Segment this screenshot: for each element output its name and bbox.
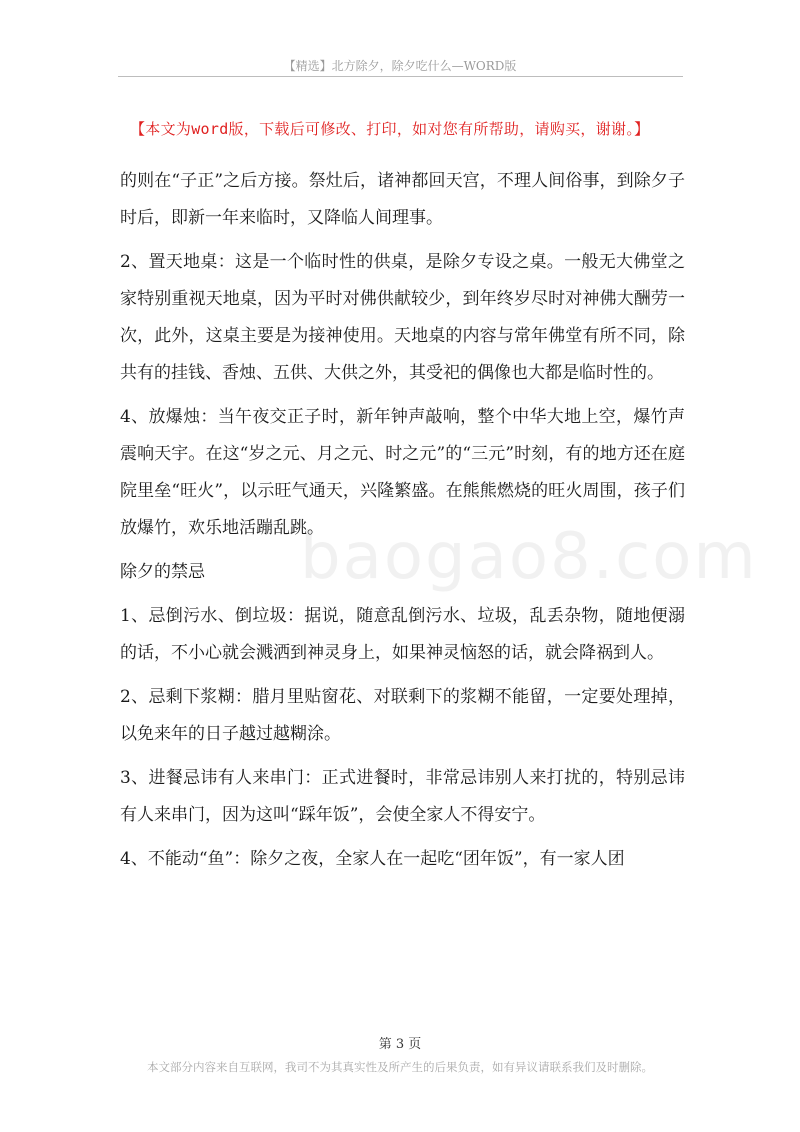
purchase-notice: 【本文为word版，下载后可修改、打印，如对您有所帮助，请购买，谢谢。】 [130,120,650,138]
watermark: baogao8.com [300,520,758,594]
paragraph-8: 4、不能动“鱼”：除夕之夜，全家人在一起吃“团年饭”，有一家人团 [120,849,625,869]
paragraph-6: 2、忌剩下浆糊：腊月里贴窗花、对联剩下的浆糊不能留，一定要处理掉，以免来年的日子越过越糊涂。 [120,687,685,744]
header-divider [118,76,683,77]
paragraph-1: 的则在“子正”之后方接。祭灶后，诸神都回天宫，不理人间俗事，到除夕子时后，即新一年来临时，又降临人间理事。 [120,171,685,228]
section-heading: 除夕的禁忌 [120,562,205,582]
paragraph-5: 1、忌倒污水、倒垃圾：据说，随意乱倒污水、垃圾，乱丢杂物，随地便溺的话，不小心就会溅洒到神灵身上，如果神灵恼怒的话，就会降祸到人。 [120,606,685,663]
page-header-title: 【精选】北方除夕，除夕吃什么—WORD版 [283,59,517,73]
document-body [120,163,685,878]
paragraph-2: 2、置天地桌：这是一个临时性的供桌，是除夕专设之桌。一般无大佛堂之家特别重视天地桌，因为平时对佛供献较少，到年终岁尽时对神佛大酬劳一次，此外，这桌主要是为接神使用。天地桌的内容与常年佛堂有所不同，除共有的挂钱、香烛、五供、大供之外，其受祀的偶像也大都是临时性的。 [120,252,685,383]
paragraph-3: 4、放爆烛：当午夜交正子时，新年钟声敲响，整个中华大地上空，爆竹声震响天宇。在这“岁之元、月之元、时之元”的“三元”时刻，有的地方还在庭院里垒“旺火”，以示旺气通天，兴隆繁盛。在熊熊燃烧的旺火周围，孩子们放爆竹，欢乐地活蹦乱跳。 [120,407,685,538]
paragraph-7: 3、进餐忌讳有人来串门：正式进餐时，非常忌讳别人来打扰的，特别忌讳有人来串门，因为这叫“踩年饭”，会使全家人不得安宁。 [120,768,685,825]
page-number: 第 3 页 [378,1037,422,1052]
footer-disclaimer: 本文部分内容来自互联网，我司不为其真实性及所产生的后果负责，如有异议请联系我们及时删除。 [147,1060,653,1074]
